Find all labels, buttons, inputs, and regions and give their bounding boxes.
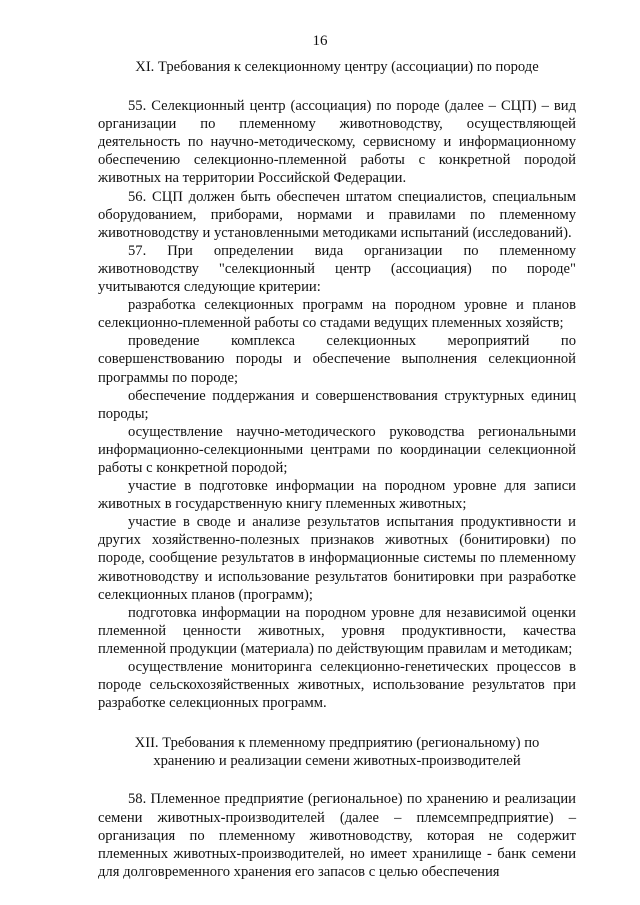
section-12-heading-line-1: XII. Требования к племенному предприятию (региональному) по [134, 735, 540, 752]
criterion-item: проведение комплекса селекционных мероприятий по совершенствованию породы и обеспечение выполнения селекционной программы по породе; [98, 333, 576, 386]
paragraph-55: 55. Селекционный центр (ассоциация) по породе (далее – СЦП) – вид организации по племенному животноводству, осуществляющей деятельность по научно-методическому, сервисному и информационному обеспечению селекционно-племенной работы с конкретной породой животных на территории Российской Федерации. [98, 98, 576, 187]
page-number: 16 [312, 33, 328, 49]
criterion-item: обеспечение поддержания и совершенствования структурных единиц породы; [98, 387, 576, 422]
section-12-heading [98, 734, 576, 770]
criterion-item: участие в своде и анализе результатов испытания продуктивности и других хозяйственно-полезных признаков животных (бонитировки) по породе, сообщение результатов в информационные системы по племенному животноводству и использование результатов бонитировки при разработке селекционных планов (программ); [98, 514, 576, 603]
paragraph-56: 56. СЦП должен быть обеспечен штатом специалистов, специальным оборудованием, приборами, нормами и правилами по племенному животноводству и установленными методиками испытаний (исследований). [98, 188, 576, 241]
criterion-item: разработка селекционных программ на породном уровне и планов селекционно-племенной работы со стадами ведущих племенных хозяйств; [98, 297, 576, 332]
criterion-item: подготовка информации на породном уровне для независимой оценки племенной ценности животных, уровня продуктивности, качества племенной продукции (материала) по действующим правилам и методикам; [98, 604, 576, 657]
paragraph-57: 57. При определении вида организации по племенному животноводству "селекционный центр (ассоциация) по породе" учитываются следующие критерии: [98, 242, 576, 296]
criterion-item: участие в подготовке информации на породном уровне для записи животных в государственную книгу племенных животных; [98, 478, 576, 513]
section-11-heading: XI. Требования к селекционному центру (ассоциации) по породе [135, 59, 539, 75]
criterion-item: осуществление научно-методического руководства региональными информационно-селекционными центрами по координации селекционной работы с конкретной породой; [98, 423, 576, 476]
criterion-item: осуществление мониторинга селекционно-генетических процессов в породе сельскохозяйственных животных, использование результатов при разработке селекционных программ. [98, 659, 576, 712]
paragraph-58: 58. Племенное предприятие (региональное) по хранению и реализации семени животных-производителей (далее – племсемпредприятие) – организация по племенному животноводству, которая не содержит племенных животных-производителей, но имеет хранилище - банк семени для долговременного хранения его запасов с целью обеспечения [98, 791, 576, 880]
document-body [98, 58, 576, 881]
section-12-heading-line-2: хранению и реализации семени животных-производителей [153, 753, 521, 770]
